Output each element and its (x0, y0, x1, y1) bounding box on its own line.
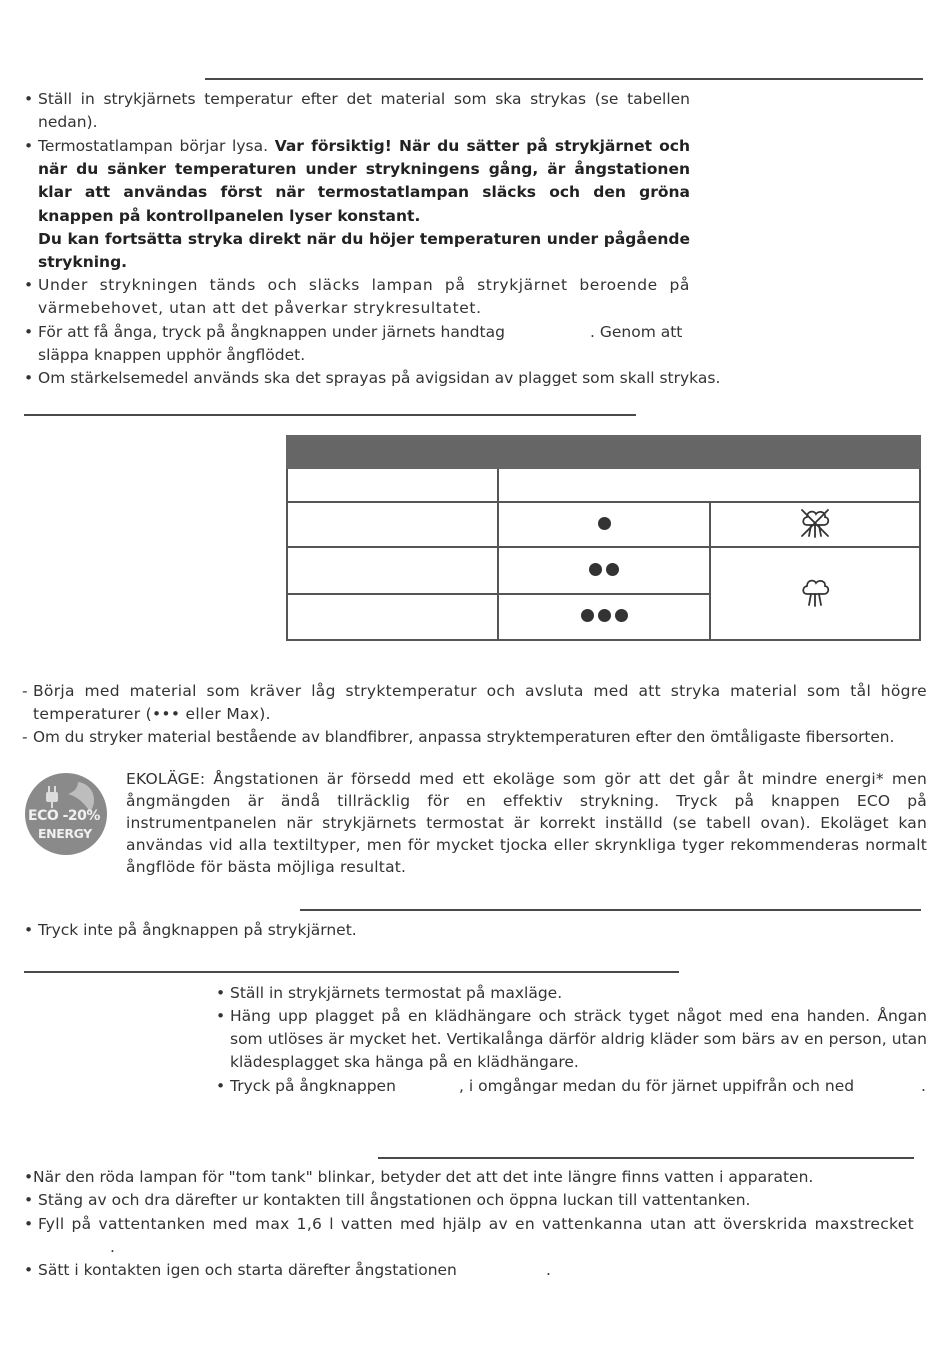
section4-heading-rule (378, 1157, 914, 1159)
bullet: • (24, 1191, 34, 1209)
section3-heading-rule (24, 971, 679, 973)
thermostat-one-dot (498, 502, 710, 547)
no-steam-cell (710, 502, 920, 547)
eco-logo-percent: -20% (62, 808, 100, 824)
steam-cell (710, 547, 920, 640)
s3-bullet-3-text-a: Tryck på ångknappen (230, 1077, 396, 1095)
bullet: • (216, 1007, 226, 1025)
s3-bullet-3-text-c: . (921, 1077, 926, 1095)
s4-bullet-2-text: Stäng av och dra därefter ur kontakten till ångstationen och öppna luckan till vattentanken. (38, 1191, 751, 1209)
s3-bullet-3-text-b: , i omgångar medan du för järnet uppifrån och ned (459, 1077, 855, 1095)
s1-bullet-2 (24, 135, 690, 274)
s4-bullet-1-text: När den röda lampan för "tom tank" blinkar, betyder det att det inte längre finns vatten i apparaten. (33, 1168, 814, 1186)
s1-bullet-4-text-c: släppa knappen upphör ångflödet. (38, 346, 306, 364)
bullet: • (24, 1261, 34, 1279)
no-steam-icon (797, 505, 833, 541)
thermostat-three-dots (498, 594, 710, 640)
table-subheader-row (287, 468, 920, 502)
s1-bullet-4-text-a: För att få ånga, tryck på ångknappen under järnets handtag (38, 323, 505, 341)
note-2-text: Om du stryker material bestående av blandfibrer, anpassa stryktemperaturen efter den ömtåligaste fibersorten. (33, 728, 895, 746)
table-row (287, 502, 920, 547)
table-heading-rule (24, 414, 636, 416)
steam-icon (797, 574, 833, 610)
s4-bullet-3-text: Fyll på vattentanken med max 1,6 l vatten med hjälp av en vattenkanna utan att överskrida maxstrecket (38, 1215, 914, 1233)
table-cell (287, 502, 498, 547)
dot-icon (581, 609, 594, 622)
dash: - (22, 728, 28, 746)
s1-bullet-4-text-b: . Genom att (590, 323, 683, 341)
s3-bullet-1-text: Ställ in strykjärnets termostat på maxläge. (230, 984, 563, 1002)
table-cell (287, 468, 498, 502)
s1-bullet-3 (24, 274, 690, 320)
s2-bullet-1-text: Tryck inte på ångknappen på strykjärnet. (38, 921, 357, 939)
table-cell (498, 468, 920, 502)
section1-heading-rule (205, 78, 923, 80)
bullet: • (24, 921, 34, 939)
bullet: • (24, 137, 34, 155)
bullet: • (24, 323, 34, 341)
s3-bullet-2 (216, 1005, 927, 1075)
bullet: • (24, 276, 34, 294)
bullet: • (24, 1168, 34, 1186)
section2-heading-rule (300, 909, 921, 911)
bullet: • (216, 984, 226, 1002)
table-row (287, 547, 920, 594)
table-header-row (287, 436, 920, 468)
s1-bullet-2-lead: Termostatlampan börjar lysa. (38, 137, 275, 155)
dot-icon (589, 563, 602, 576)
temperature-table (286, 435, 921, 641)
s4-bullet-3 (24, 1213, 914, 1256)
table-cell (287, 594, 498, 640)
dot-icon (598, 517, 611, 530)
s1-bullet-2-warning: Var försiktig! När du sätter på strykjärnet och när du sänker temperaturen under strykningens gång, är ångstationen klar att användas först när termostatlampan släcks och den gröna knappen på kontrollpanelen lyser konstant. (38, 137, 690, 225)
table-header-cell (287, 436, 920, 468)
s1-bullet-5-text: Om stärkelsemedel används ska det sprayas på avigsidan av plagget som skall strykas. (38, 369, 721, 387)
dot-icon (615, 609, 628, 622)
table-cell (287, 547, 498, 594)
bullet: • (24, 1215, 34, 1233)
dot-icon (598, 609, 611, 622)
thermostat-two-dots (498, 547, 710, 594)
s1-bullet-3-text: Under strykningen tänds och släcks lampan på strykjärnet beroende på värmebehovet, utan att det påverkar strykresultatet. (38, 276, 690, 318)
s1-bullet-1 (24, 88, 690, 134)
s4-bullet-4-text: Sätt i kontakten igen och starta därefter ångstationen (38, 1261, 457, 1279)
s4-bullet-4-end: . (546, 1261, 551, 1279)
eco-logo-energy: ENERGY (38, 826, 92, 841)
bullet: • (24, 90, 34, 108)
s4-bullet-3-end: . (110, 1238, 115, 1256)
eco-logo-text: ECO (28, 808, 59, 824)
bullet: • (216, 1077, 226, 1095)
dash: - (22, 682, 28, 700)
s1-bullet-2-warning-2: Du kan fortsätta stryka direkt när du höjer temperaturen under pågående strykning. (38, 229, 690, 272)
eco-energy-logo (24, 772, 108, 856)
note-1-text: Börja med material som kräver låg stryktemperatur och avsluta med att stryka material som tål högre temperaturer (••• eller Max). (33, 682, 927, 724)
note-1 (22, 680, 927, 726)
bullet: • (24, 369, 34, 387)
eco-text: EKOLÄGE: Ångstationen är försedd med ett ekoläge som gör att det går åt mindre energi* men ångmängden är ändå tillräcklig för en effektiv strykning. Tryck på knappen ECO på instrumentpanelen när strykjärnets termostat är korrekt inställd (se tabell ovan). Ekoläget kan användas vid alla textiltyper, men för mycket tjocka eller skrynkliga tyger rekommenderas normalt ångflöde för bästa möjliga resultat. (126, 770, 927, 876)
s3-bullet-2-text: Häng upp plagget på en klädhängare och sträck tyget något med ena handen. Ångan som utlöses är mycket het. Vertikalånga därför aldrig kläder som bärs av en person, utan klädesplagget ska hänga på en klädhängare. (230, 1007, 927, 1072)
s1-bullet-1-text: Ställ in strykjärnets temperatur efter det material som ska strykas (se tabellen nedan). (38, 90, 690, 132)
dot-icon (606, 563, 619, 576)
